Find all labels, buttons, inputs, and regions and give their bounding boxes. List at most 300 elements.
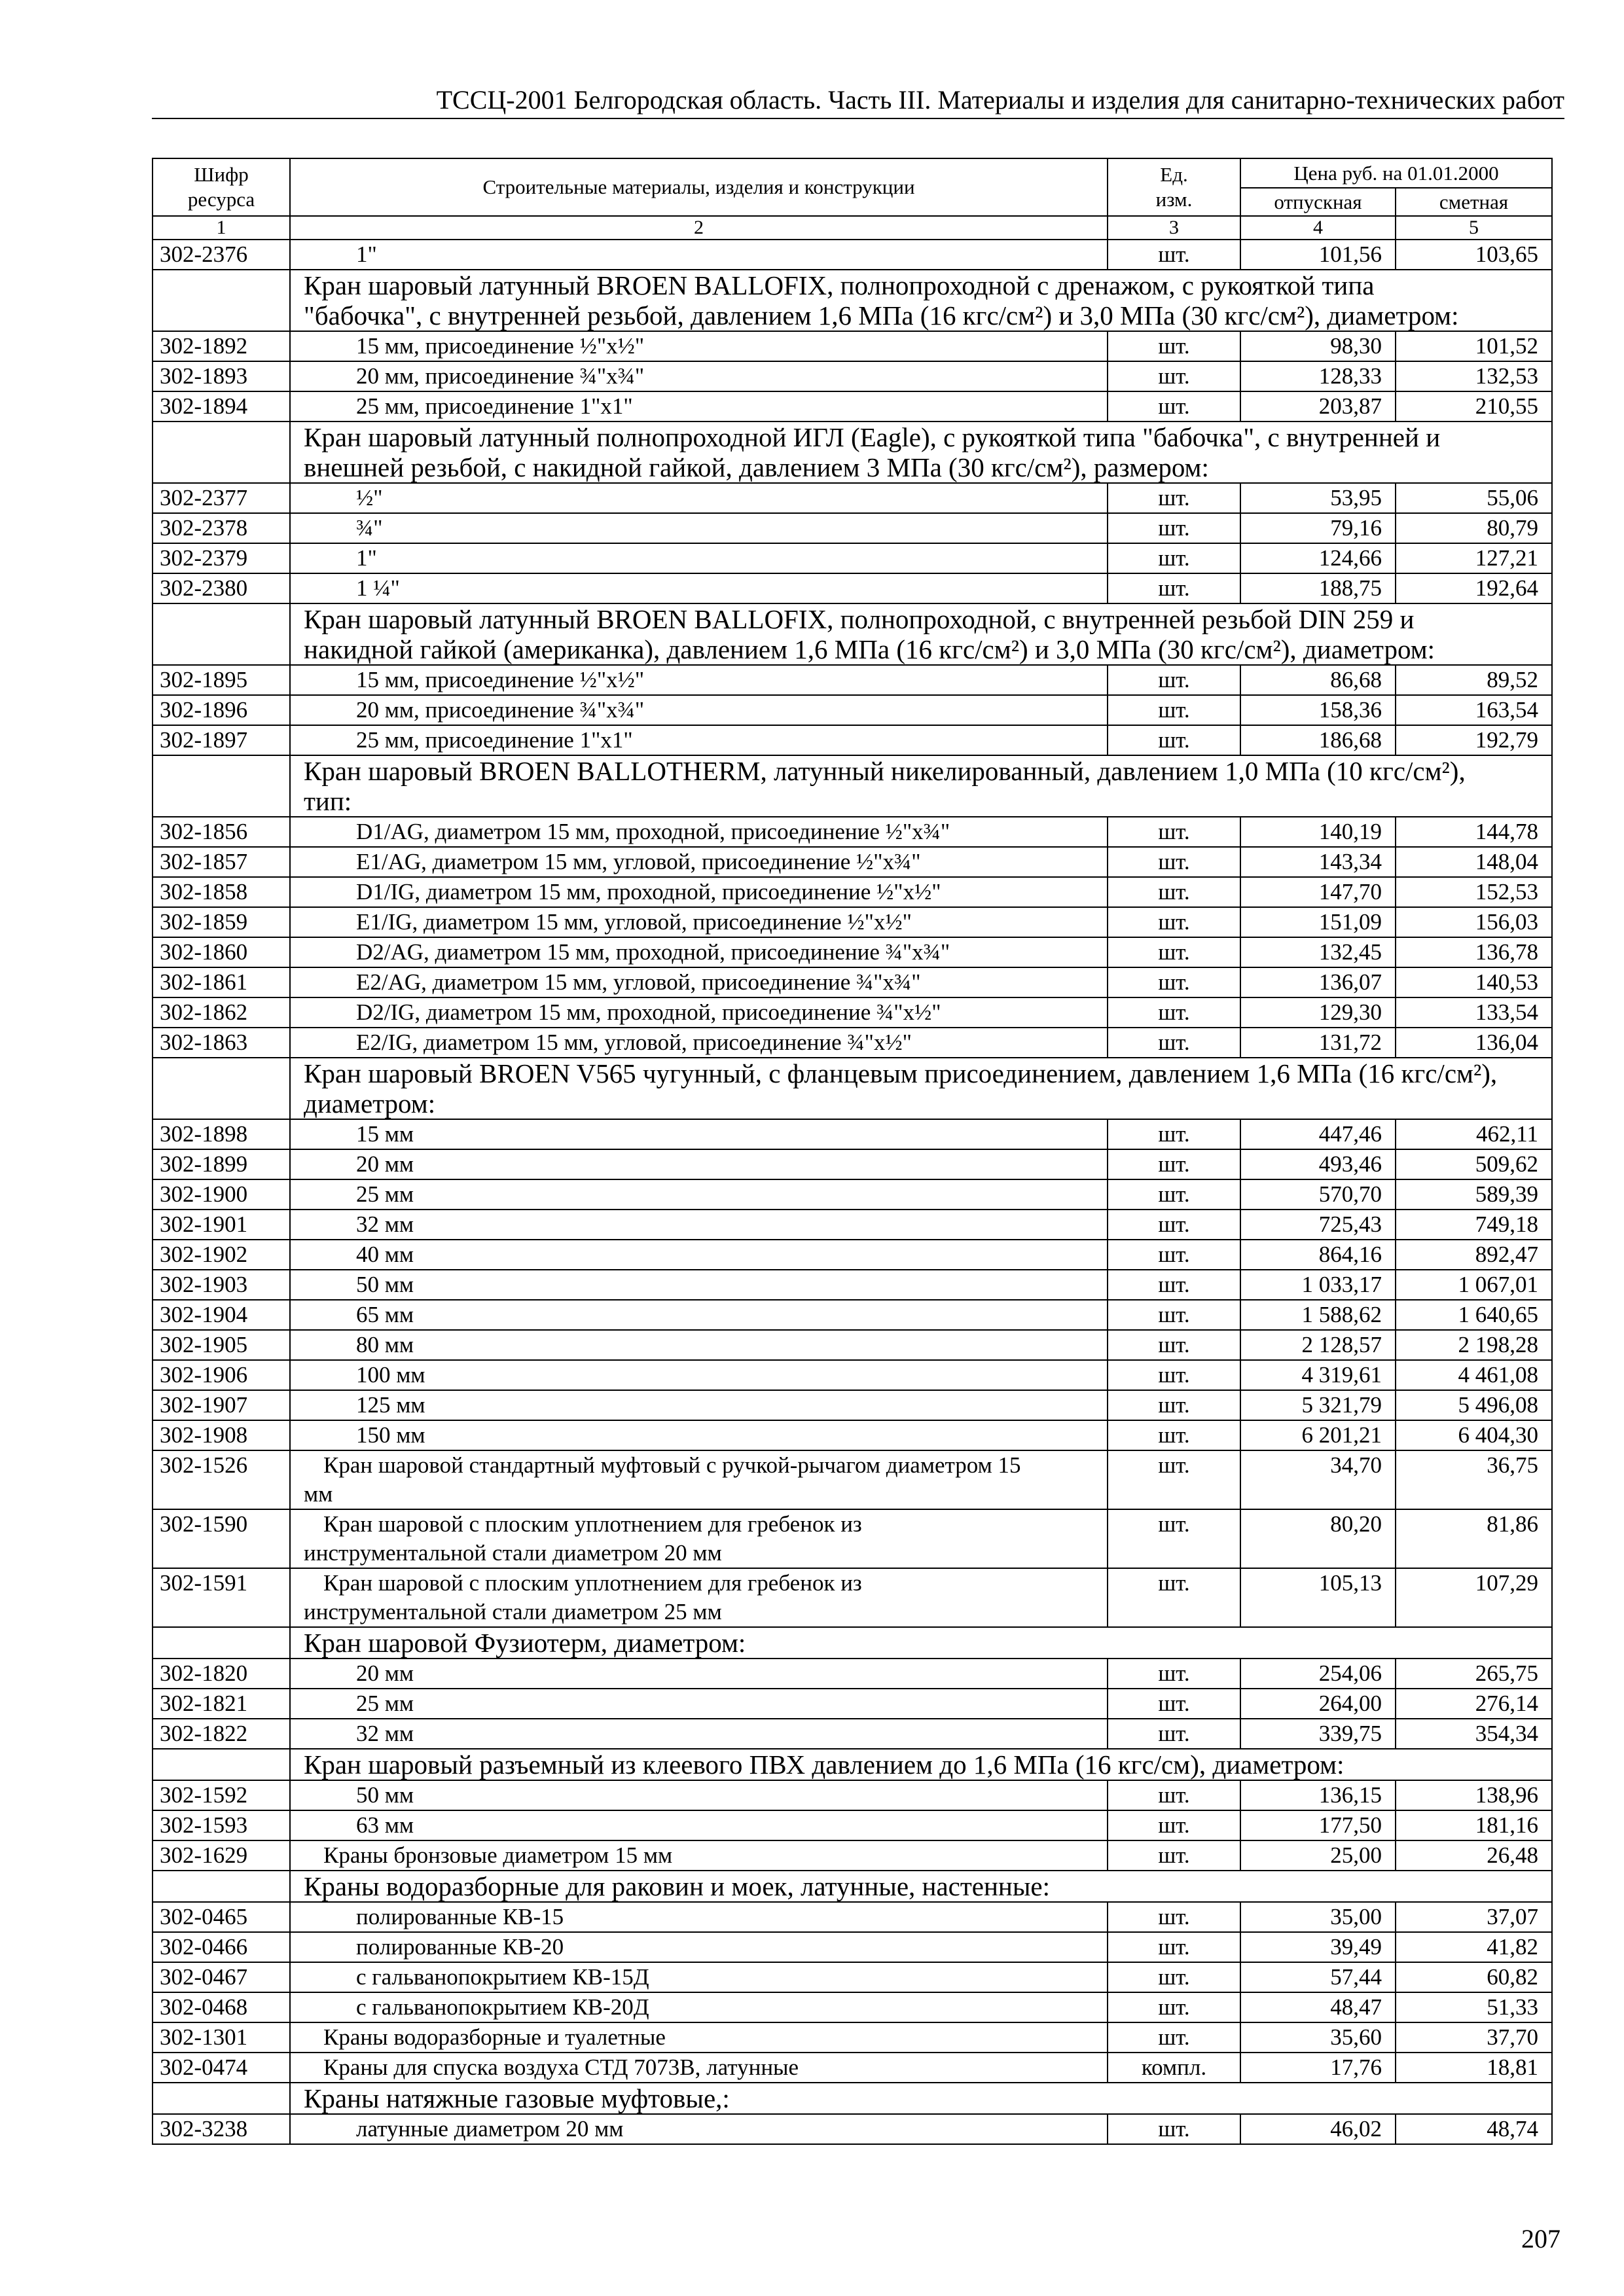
cell-price-estimate: 192,79 xyxy=(1396,725,1552,755)
cell-price-release: 339,75 xyxy=(1240,1719,1396,1749)
column-number: 5 xyxy=(1396,216,1552,240)
table-row xyxy=(153,1689,1552,1719)
cell-name xyxy=(290,1179,1108,1210)
section-heading-line: диаметром: xyxy=(304,1088,436,1119)
cell-name-line: 15 мм, присоединение ½"x½" xyxy=(356,333,645,359)
cell-name-line: Краны бронзовые диаметром 15 мм xyxy=(323,1842,673,1868)
cell-price-estimate: 144,78 xyxy=(1396,817,1552,847)
cell-code: 302-1899 xyxy=(153,1149,290,1179)
cell-price-estimate: 101,52 xyxy=(1396,331,1552,361)
cell-price-release: 136,15 xyxy=(1240,1780,1396,1810)
cell-name-line: D1/AG, диаметром 15 мм, проходной, присоединение ½"x¾" xyxy=(356,819,950,844)
section-heading-line: Кран шаровый BROEN V565 чугунный, с фланцевым присоединением, давлением 1,6 МПа (16 кгс/см²), xyxy=(304,1058,1498,1088)
cell-code: 302-1863 xyxy=(153,1028,290,1058)
cell-unit: шт. xyxy=(1108,1028,1240,1058)
cell-code: 302-1590 xyxy=(153,1509,290,1568)
section-heading-line: накидной гайкой (американка), давлением 1,6 МПа (16 кгс/см²) и 3,0 МПа (30 кгс/см²), диаметром: xyxy=(304,634,1435,664)
cell-name-line: с гальванопокрытием КВ-15Д xyxy=(356,1964,649,1990)
cell-price-release: 53,95 xyxy=(1240,483,1396,513)
cell-code: 302-1895 xyxy=(153,665,290,695)
running-header: ТССЦ-2001 Белгородская область. Часть III. Материалы и изделия для санитарно-технических работ xyxy=(436,85,1564,115)
cell-unit: шт. xyxy=(1108,361,1240,391)
table-row xyxy=(153,1840,1552,1871)
table-row xyxy=(153,2053,1552,2083)
section-heading xyxy=(290,1871,1552,1902)
cell-code: 302-1861 xyxy=(153,967,290,997)
cell-name-line: 32 мм xyxy=(356,1721,414,1746)
cell-code: 302-1897 xyxy=(153,725,290,755)
cell-price-release: 188,75 xyxy=(1240,573,1396,603)
cell-name-line: Кран шаровой с плоским уплотнением для гребенок из xyxy=(323,1570,862,1596)
cell-unit: шт. xyxy=(1108,240,1240,270)
cell-price-estimate: 1 640,65 xyxy=(1396,1300,1552,1330)
cell-code xyxy=(153,1749,290,1780)
section-heading-line: Кран шаровый латунный BROEN BALLOFIX, полнопроходной с дренажом, с рукояткой типа xyxy=(304,270,1375,300)
cell-name xyxy=(290,361,1108,391)
cell-price-estimate: 37,07 xyxy=(1396,1902,1552,1932)
cell-name-line: 150 мм xyxy=(356,1422,425,1448)
table-row xyxy=(153,1962,1552,1992)
cell-name xyxy=(290,1450,1108,1509)
cell-price-estimate: 163,54 xyxy=(1396,695,1552,725)
cell-name xyxy=(290,725,1108,755)
cell-name-line: с гальванопокрытием КВ-20Д xyxy=(356,1994,649,2020)
cell-unit: шт. xyxy=(1108,2022,1240,2053)
cell-unit: шт. xyxy=(1108,1840,1240,1871)
section-heading-line: Кран шаровый латунный BROEN BALLOFIX, полнопроходной, с внутренней резьбой DIN 259 и xyxy=(304,604,1415,634)
table-row xyxy=(153,483,1552,513)
cell-unit: шт. xyxy=(1108,1962,1240,1992)
table-row xyxy=(153,937,1552,967)
table-row xyxy=(153,1719,1552,1749)
section-heading xyxy=(290,603,1552,665)
cell-price-release: 447,46 xyxy=(1240,1119,1396,1149)
cell-price-estimate: 589,39 xyxy=(1396,1179,1552,1210)
cell-code xyxy=(153,603,290,665)
column-header-code-line: Шифр xyxy=(194,163,249,186)
table-row xyxy=(153,1149,1552,1179)
section-heading-row xyxy=(153,603,1552,665)
cell-code: 302-0466 xyxy=(153,1932,290,1962)
cell-unit: компл. xyxy=(1108,2053,1240,2083)
section-heading-row xyxy=(153,270,1552,331)
cell-name-line: 65 мм xyxy=(356,1302,414,1327)
cell-name xyxy=(290,1270,1108,1300)
cell-name-line: мм xyxy=(304,1481,333,1507)
table-row xyxy=(153,1992,1552,2022)
table-row xyxy=(153,967,1552,997)
cell-price-release: 186,68 xyxy=(1240,725,1396,755)
cell-price-release: 25,00 xyxy=(1240,1840,1396,1871)
table-row xyxy=(153,1240,1552,1270)
cell-code: 302-1904 xyxy=(153,1300,290,1330)
cell-price-estimate: 1 067,01 xyxy=(1396,1270,1552,1300)
cell-price-release: 128,33 xyxy=(1240,361,1396,391)
cell-price-estimate: 265,75 xyxy=(1396,1659,1552,1689)
cell-name xyxy=(290,2114,1108,2144)
cell-name-line: 20 мм, присоединение ¾"x¾" xyxy=(356,697,645,723)
column-header-unit xyxy=(1108,158,1240,216)
cell-price-release: 254,06 xyxy=(1240,1659,1396,1689)
table-row xyxy=(153,1360,1552,1390)
cell-unit: шт. xyxy=(1108,877,1240,907)
cell-price-estimate: 81,86 xyxy=(1396,1509,1552,1568)
cell-price-estimate: 509,62 xyxy=(1396,1149,1552,1179)
cell-name xyxy=(290,2022,1108,2053)
cell-name-line: 25 мм xyxy=(356,1181,414,1207)
cell-code xyxy=(153,1058,290,1119)
column-header-name: Строительные материалы, изделия и конструкции xyxy=(290,158,1108,216)
cell-price-release: 1 033,17 xyxy=(1240,1270,1396,1300)
cell-price-release: 136,07 xyxy=(1240,967,1396,997)
cell-name xyxy=(290,1390,1108,1420)
cell-code: 302-1593 xyxy=(153,1810,290,1840)
header-row xyxy=(153,158,1552,188)
section-heading-row xyxy=(153,1749,1552,1780)
cell-name-line: Краны для спуска воздуха СТД 7073В, латунные xyxy=(323,2054,799,2080)
table-row xyxy=(153,1420,1552,1450)
cell-name-line: D2/AG, диаметром 15 мм, проходной, присоединение ¾"x¾" xyxy=(356,939,950,965)
cell-price-release: 57,44 xyxy=(1240,1962,1396,1992)
cell-price-release: 80,20 xyxy=(1240,1509,1396,1568)
cell-unit: шт. xyxy=(1108,937,1240,967)
cell-unit: шт. xyxy=(1108,1420,1240,1450)
cell-code: 302-1894 xyxy=(153,391,290,422)
cell-code xyxy=(153,755,290,817)
cell-name xyxy=(290,331,1108,361)
cell-code xyxy=(153,1627,290,1659)
cell-unit: шт. xyxy=(1108,725,1240,755)
cell-unit: шт. xyxy=(1108,543,1240,573)
cell-price-release: 4 319,61 xyxy=(1240,1360,1396,1390)
cell-code: 302-1822 xyxy=(153,1719,290,1749)
cell-code: 302-0474 xyxy=(153,2053,290,2083)
cell-code: 302-1905 xyxy=(153,1330,290,1360)
table-row xyxy=(153,2022,1552,2053)
cell-unit: шт. xyxy=(1108,1659,1240,1689)
cell-code: 302-1301 xyxy=(153,2022,290,2053)
cell-name xyxy=(290,1719,1108,1749)
cell-price-estimate: 127,21 xyxy=(1396,543,1552,573)
cell-price-release: 203,87 xyxy=(1240,391,1396,422)
cell-name-line: 25 мм, присоединение 1"x1" xyxy=(356,727,633,753)
cell-price-release: 264,00 xyxy=(1240,1689,1396,1719)
cell-unit: шт. xyxy=(1108,997,1240,1028)
cell-price-estimate: 60,82 xyxy=(1396,1962,1552,1992)
cell-unit: шт. xyxy=(1108,331,1240,361)
cell-price-estimate: 210,55 xyxy=(1396,391,1552,422)
cell-name-line: 100 мм xyxy=(356,1362,425,1388)
column-header-price-group: Цена руб. на 01.01.2000 xyxy=(1240,158,1552,188)
cell-code: 302-1592 xyxy=(153,1780,290,1810)
cell-code: 302-1907 xyxy=(153,1390,290,1420)
cell-code: 302-1898 xyxy=(153,1119,290,1149)
table-row xyxy=(153,725,1552,755)
table-row xyxy=(153,2114,1552,2144)
table-header xyxy=(153,158,1552,240)
cell-code xyxy=(153,1871,290,1902)
column-number: 2 xyxy=(290,216,1108,240)
section-heading xyxy=(290,1058,1552,1119)
cell-code: 302-1908 xyxy=(153,1420,290,1450)
cell-unit: шт. xyxy=(1108,391,1240,422)
cell-price-release: 570,70 xyxy=(1240,1179,1396,1210)
cell-price-release: 140,19 xyxy=(1240,817,1396,847)
section-heading-row xyxy=(153,1058,1552,1119)
section-heading xyxy=(290,1749,1552,1780)
cell-price-estimate: 103,65 xyxy=(1396,240,1552,270)
cell-unit: шт. xyxy=(1108,1240,1240,1270)
cell-price-release: 143,34 xyxy=(1240,847,1396,877)
cell-name xyxy=(290,1300,1108,1330)
cell-unit: шт. xyxy=(1108,665,1240,695)
table-row xyxy=(153,1810,1552,1840)
cell-price-release: 6 201,21 xyxy=(1240,1420,1396,1450)
cell-price-estimate: 41,82 xyxy=(1396,1932,1552,1962)
cell-price-release: 101,56 xyxy=(1240,240,1396,270)
cell-code: 302-2380 xyxy=(153,573,290,603)
cell-name-line: 25 мм, присоединение 1"x1" xyxy=(356,393,633,419)
cell-name xyxy=(290,847,1108,877)
table-row xyxy=(153,877,1552,907)
cell-price-estimate: 6 404,30 xyxy=(1396,1420,1552,1450)
cell-name xyxy=(290,573,1108,603)
table-row xyxy=(153,1119,1552,1149)
column-header-price-release: отпускная xyxy=(1240,188,1396,216)
cell-price-estimate: 156,03 xyxy=(1396,907,1552,937)
cell-price-estimate: 5 496,08 xyxy=(1396,1390,1552,1420)
table-row xyxy=(153,1210,1552,1240)
cell-price-estimate: 192,64 xyxy=(1396,573,1552,603)
cell-name xyxy=(290,877,1108,907)
cell-price-release: 39,49 xyxy=(1240,1932,1396,1962)
table-row xyxy=(153,1932,1552,1962)
cell-unit: шт. xyxy=(1108,1450,1240,1509)
table-row xyxy=(153,1780,1552,1810)
column-header-code-line: ресурса xyxy=(187,188,255,211)
cell-code xyxy=(153,2083,290,2114)
cell-name-line: 1" xyxy=(356,242,377,267)
cell-price-estimate: 107,29 xyxy=(1396,1568,1552,1627)
cell-name-line: 40 мм xyxy=(356,1242,414,1267)
cell-name xyxy=(290,1932,1108,1962)
cell-unit: шт. xyxy=(1108,1270,1240,1300)
cell-price-release: 1 588,62 xyxy=(1240,1300,1396,1330)
table-row xyxy=(153,847,1552,877)
cell-code: 302-1820 xyxy=(153,1659,290,1689)
cell-unit: шт. xyxy=(1108,1179,1240,1210)
cell-price-estimate: 181,16 xyxy=(1396,1810,1552,1840)
cell-price-release: 17,76 xyxy=(1240,2053,1396,2083)
table-row xyxy=(153,1902,1552,1932)
cell-unit: шт. xyxy=(1108,1390,1240,1420)
cell-code: 302-1862 xyxy=(153,997,290,1028)
cell-price-estimate: 89,52 xyxy=(1396,665,1552,695)
cell-price-release: 158,36 xyxy=(1240,695,1396,725)
cell-name-line: D2/IG, диаметром 15 мм, проходной, присоединение ¾"x½" xyxy=(356,999,941,1025)
cell-price-release: 98,30 xyxy=(1240,331,1396,361)
cell-name xyxy=(290,937,1108,967)
cell-code: 302-1856 xyxy=(153,817,290,847)
cell-price-release: 493,46 xyxy=(1240,1149,1396,1179)
cell-unit: шт. xyxy=(1108,907,1240,937)
cell-name xyxy=(290,1840,1108,1871)
cell-unit: шт. xyxy=(1108,1360,1240,1390)
cell-unit: шт. xyxy=(1108,1902,1240,1932)
cell-unit: шт. xyxy=(1108,1780,1240,1810)
cell-name-line: E1/AG, диаметром 15 мм, угловой, присоединение ½"x¾" xyxy=(356,849,921,874)
cell-unit: шт. xyxy=(1108,1119,1240,1149)
cell-name-line: Кран шаровой стандартный муфтовый с ручкой-рычагом диаметром 15 xyxy=(323,1452,1021,1478)
cell-name xyxy=(290,1149,1108,1179)
cell-price-estimate: 749,18 xyxy=(1396,1210,1552,1240)
section-heading-line: Кран шаровый латунный полнопроходной ИГЛ (Eagle), с рукояткой типа "бабочка", с внутренней и xyxy=(304,422,1441,452)
cell-unit: шт. xyxy=(1108,1992,1240,2022)
cell-price-estimate: 140,53 xyxy=(1396,967,1552,997)
table-row xyxy=(153,1509,1552,1568)
cell-name xyxy=(290,907,1108,937)
cell-code: 302-1906 xyxy=(153,1360,290,1390)
cell-name xyxy=(290,1028,1108,1058)
column-header-unit-line: изм. xyxy=(1155,188,1193,211)
cell-name xyxy=(290,1240,1108,1270)
cell-price-estimate: 462,11 xyxy=(1396,1119,1552,1149)
cell-name-line: 63 мм xyxy=(356,1812,414,1838)
cell-name xyxy=(290,1689,1108,1719)
cell-code: 302-0468 xyxy=(153,1992,290,2022)
cell-price-estimate: 136,04 xyxy=(1396,1028,1552,1058)
cell-name xyxy=(290,1420,1108,1450)
cell-name-line: 1" xyxy=(356,545,377,571)
cell-price-release: 79,16 xyxy=(1240,513,1396,543)
cell-price-estimate: 136,78 xyxy=(1396,937,1552,967)
cell-price-estimate: 4 461,08 xyxy=(1396,1360,1552,1390)
column-header-unit-line: Ед. xyxy=(1160,163,1188,186)
cell-unit: шт. xyxy=(1108,967,1240,997)
column-number-row xyxy=(153,216,1552,240)
cell-code: 302-1859 xyxy=(153,907,290,937)
cell-code: 302-1591 xyxy=(153,1568,290,1627)
cell-code: 302-1857 xyxy=(153,847,290,877)
table-row xyxy=(153,573,1552,603)
cell-code: 302-1903 xyxy=(153,1270,290,1300)
cell-name xyxy=(290,967,1108,997)
cell-name-line: латунные диаметром 20 мм xyxy=(356,2116,624,2142)
cell-name-line: E2/AG, диаметром 15 мм, угловой, присоединение ¾"x¾" xyxy=(356,969,921,995)
cell-price-estimate: 36,75 xyxy=(1396,1450,1552,1509)
cell-price-estimate: 132,53 xyxy=(1396,361,1552,391)
table-row xyxy=(153,695,1552,725)
section-heading xyxy=(290,755,1552,817)
cell-name xyxy=(290,1360,1108,1390)
cell-code: 302-1858 xyxy=(153,877,290,907)
section-heading-line: Краны натяжные газовые муфтовые,: xyxy=(304,2083,730,2113)
cell-name xyxy=(290,2053,1108,2083)
cell-name xyxy=(290,1659,1108,1689)
column-header-price-estimate: сметная xyxy=(1396,188,1552,216)
cell-unit: шт. xyxy=(1108,1932,1240,1962)
cell-code: 302-2377 xyxy=(153,483,290,513)
cell-name-line: 50 мм xyxy=(356,1272,414,1297)
cell-price-estimate: 26,48 xyxy=(1396,1840,1552,1871)
cell-name xyxy=(290,695,1108,725)
section-heading-row xyxy=(153,1871,1552,1902)
cell-name-line: полированные КВ-20 xyxy=(356,1934,564,1960)
section-heading xyxy=(290,270,1552,331)
cell-code: 302-1526 xyxy=(153,1450,290,1509)
table-row xyxy=(153,1450,1552,1509)
section-heading-line: Кран шаровый разъемный из клеевого ПВХ давлением до 1,6 МПа (16 кгс/см), диаметром: xyxy=(304,1749,1344,1780)
section-heading-line: внешней резьбой, с накидной гайкой, давлением 3 МПа (30 кгс/см²), размером: xyxy=(304,452,1209,482)
cell-name xyxy=(290,1119,1108,1149)
cell-unit: шт. xyxy=(1108,1719,1240,1749)
cell-name-line: 80 мм xyxy=(356,1332,414,1357)
column-number: 1 xyxy=(153,216,290,240)
cell-name-line: 15 мм, присоединение ½"x½" xyxy=(356,667,645,692)
cell-price-estimate: 138,96 xyxy=(1396,1780,1552,1810)
cell-price-release: 151,09 xyxy=(1240,907,1396,937)
cell-price-release: 86,68 xyxy=(1240,665,1396,695)
cell-name-line: E1/IG, диаметром 15 мм, угловой, присоединение ½"x½" xyxy=(356,909,912,935)
price-table xyxy=(152,158,1553,2145)
cell-price-estimate: 276,14 xyxy=(1396,1689,1552,1719)
section-heading-row xyxy=(153,755,1552,817)
section-heading-row xyxy=(153,422,1552,483)
table-row xyxy=(153,361,1552,391)
cell-code: 302-0465 xyxy=(153,1902,290,1932)
cell-name-line: 15 мм xyxy=(356,1121,414,1147)
cell-price-estimate: 80,79 xyxy=(1396,513,1552,543)
cell-code: 302-2376 xyxy=(153,240,290,270)
cell-unit: шт. xyxy=(1108,1149,1240,1179)
cell-price-release: 864,16 xyxy=(1240,1240,1396,1270)
cell-price-release: 131,72 xyxy=(1240,1028,1396,1058)
table-row xyxy=(153,1179,1552,1210)
cell-name xyxy=(290,665,1108,695)
cell-name xyxy=(290,391,1108,422)
cell-unit: шт. xyxy=(1108,1210,1240,1240)
cell-unit: шт. xyxy=(1108,1330,1240,1360)
cell-unit: шт. xyxy=(1108,573,1240,603)
table-row xyxy=(153,513,1552,543)
cell-name xyxy=(290,817,1108,847)
cell-code: 302-1902 xyxy=(153,1240,290,1270)
cell-name-line: Кран шаровой с плоским уплотнением для гребенок из xyxy=(323,1511,862,1537)
cell-name xyxy=(290,513,1108,543)
cell-name-line: 1 ¼" xyxy=(356,575,400,601)
table-row xyxy=(153,1568,1552,1627)
table-row xyxy=(153,817,1552,847)
cell-price-estimate: 51,33 xyxy=(1396,1992,1552,2022)
cell-name-line: 20 мм xyxy=(356,1660,414,1686)
cell-name xyxy=(290,1210,1108,1240)
table-row xyxy=(153,1330,1552,1360)
cell-code: 302-1892 xyxy=(153,331,290,361)
cell-unit: шт. xyxy=(1108,1509,1240,1568)
cell-code: 302-3238 xyxy=(153,2114,290,2144)
cell-code: 302-1860 xyxy=(153,937,290,967)
cell-unit: шт. xyxy=(1108,1810,1240,1840)
cell-code xyxy=(153,422,290,483)
cell-price-estimate: 892,47 xyxy=(1396,1240,1552,1270)
cell-price-estimate: 18,81 xyxy=(1396,2053,1552,2083)
cell-price-release: 48,47 xyxy=(1240,1992,1396,2022)
cell-name xyxy=(290,543,1108,573)
table-row xyxy=(153,1300,1552,1330)
cell-price-estimate: 48,74 xyxy=(1396,2114,1552,2144)
section-heading-row xyxy=(153,2083,1552,2114)
section-heading-line: тип: xyxy=(304,786,352,816)
